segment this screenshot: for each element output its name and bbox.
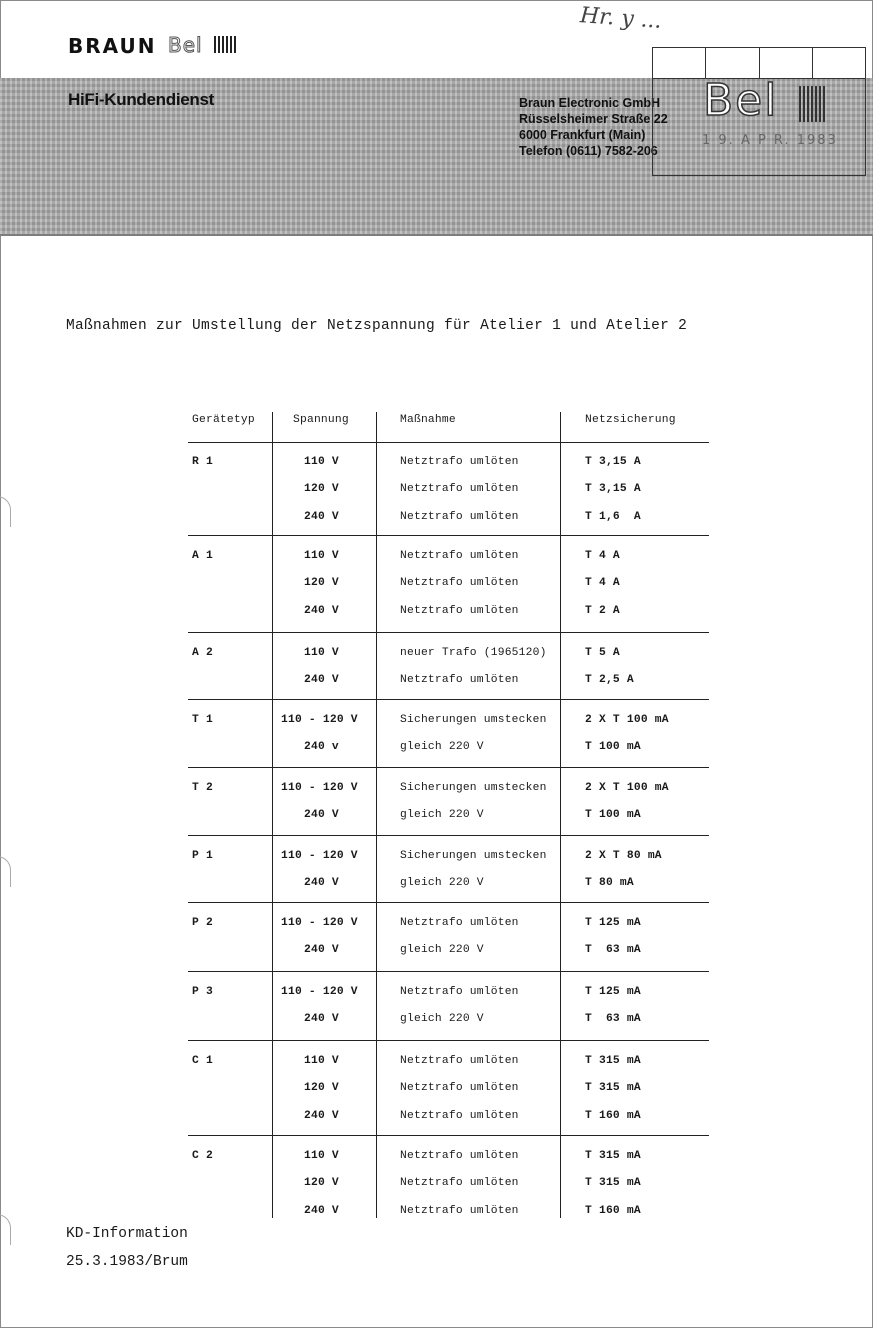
voltage-cell: 110 - 120 V: [281, 850, 358, 862]
fuse-cell: 2 X T 100 mA: [585, 714, 669, 726]
department-name: HiFi-Kundendienst: [68, 90, 214, 109]
voltage-cell: 110 - 120 V: [281, 917, 358, 929]
measure-cell: Netztrafo umlöten: [400, 510, 519, 523]
voltage-cell: 240 V: [304, 944, 339, 957]
device-type: A 2: [192, 647, 213, 659]
footer-info: KD-Information: [66, 1226, 188, 1242]
group-divider: [188, 767, 709, 768]
voltage-cell: 110 V: [304, 456, 339, 468]
voltage-cell: 240 V: [304, 1109, 339, 1122]
fuse-cell: T 63 mA: [585, 1013, 641, 1026]
measure-cell: Netztrafo umlöten: [400, 674, 519, 687]
fuse-cell: T 80 mA: [585, 877, 634, 890]
voltage-cell: 110 V: [304, 1150, 339, 1162]
voltage-cell: 240 V: [304, 604, 339, 617]
group-divider: [188, 835, 709, 836]
header-divider: [188, 442, 709, 443]
fuse-cell: T 125 mA: [585, 917, 641, 929]
measure-cell: Sicherungen umstecken: [400, 714, 547, 726]
group-divider: [188, 535, 709, 536]
measure-cell: Netztrafo umlöten: [400, 1082, 519, 1095]
device-type: P 3: [192, 986, 213, 998]
punch-mark: [0, 856, 11, 887]
measure-cell: Netztrafo umlöten: [400, 1109, 519, 1122]
device-type: C 2: [192, 1150, 213, 1162]
device-type: A 1: [192, 550, 213, 562]
stamp-barcode-icon: [799, 86, 825, 122]
voltage-cell: 110 V: [304, 647, 339, 659]
punch-mark: [0, 1214, 11, 1245]
group-divider: [188, 1040, 709, 1041]
voltage-cell: 120 V: [304, 483, 339, 496]
fuse-cell: T 100 mA: [585, 741, 641, 754]
company-address: [519, 95, 668, 159]
stamp-date: 1 9. A P R. 1983: [702, 133, 838, 148]
measure-cell: gleich 220 V: [400, 944, 484, 957]
fuse-cell: T 160 mA: [585, 1109, 641, 1122]
fuse-cell: T 5 A: [585, 647, 620, 659]
voltage-cell: 110 - 120 V: [281, 714, 358, 726]
bel-logo: Bel: [168, 33, 203, 57]
measure-cell: gleich 220 V: [400, 809, 484, 822]
measure-cell: Netztrafo umlöten: [400, 577, 519, 590]
voltage-cell: 120 V: [304, 1177, 339, 1190]
measure-cell: Netztrafo umlöten: [400, 604, 519, 617]
measure-cell: Netztrafo umlöten: [400, 1150, 519, 1162]
stamp-logo: Bel: [703, 75, 779, 126]
fuse-cell: T 2,5 A: [585, 674, 634, 687]
fuse-cell: T 125 mA: [585, 986, 641, 998]
voltage-cell: 110 - 120 V: [281, 782, 358, 794]
voltage-cell: 240 V: [304, 510, 339, 523]
voltage-cell: 240 V: [304, 809, 339, 822]
group-divider: [188, 1135, 709, 1136]
device-type: T 2: [192, 782, 213, 794]
voltage-cell: 240 V: [304, 1204, 339, 1217]
measure-cell: Netztrafo umlöten: [400, 1177, 519, 1190]
punch-mark: [0, 496, 11, 527]
fuse-cell: T 3,15 A: [585, 456, 641, 468]
column-header-type: Gerätetyp: [192, 414, 255, 426]
fuse-cell: T 100 mA: [585, 809, 641, 822]
measure-cell: Netztrafo umlöten: [400, 550, 519, 562]
measure-cell: gleich 220 V: [400, 877, 484, 890]
voltage-cell: 240 v: [304, 741, 339, 754]
measure-cell: Netztrafo umlöten: [400, 986, 519, 998]
fuse-cell: T 315 mA: [585, 1150, 641, 1162]
measure-cell: neuer Trafo (1965120): [400, 647, 547, 659]
measure-cell: Netztrafo umlöten: [400, 456, 519, 468]
fuse-cell: T 4 A: [585, 577, 620, 590]
measure-cell: Netztrafo umlöten: [400, 917, 519, 929]
fuse-cell: T 1,6 A: [585, 510, 641, 523]
address-line: Telefon (0611) 7582-206: [519, 144, 658, 158]
measure-cell: Netztrafo umlöten: [400, 1204, 519, 1217]
measure-cell: Sicherungen umstecken: [400, 850, 547, 862]
fuse-cell: T 3,15 A: [585, 483, 641, 496]
voltage-cell: 240 V: [304, 674, 339, 687]
device-type: P 1: [192, 850, 213, 862]
address-line: Rüsselsheimer Straße 22: [519, 112, 668, 126]
voltage-cell: 120 V: [304, 1082, 339, 1095]
voltage-cell: 240 V: [304, 877, 339, 890]
address-line: 6000 Frankfurt (Main): [519, 128, 646, 142]
column-divider: [272, 412, 273, 1218]
column-divider: [376, 412, 377, 1218]
group-divider: [188, 699, 709, 700]
fuse-cell: T 4 A: [585, 550, 620, 562]
fuse-cell: T 2 A: [585, 604, 620, 617]
device-type: P 2: [192, 917, 213, 929]
received-stamp: [652, 47, 866, 176]
fuse-cell: T 63 mA: [585, 944, 641, 957]
fuse-cell: 2 X T 80 mA: [585, 850, 662, 862]
voltage-cell: 110 V: [304, 550, 339, 562]
document-title: Maßnahmen zur Umstellung der Netzspannung für Atelier 1 und Atelier 2: [66, 318, 688, 334]
handwritten-note: Hr. y ...: [579, 3, 663, 34]
measure-cell: Netztrafo umlöten: [400, 483, 519, 496]
fuse-cell: T 160 mA: [585, 1204, 641, 1217]
fuse-cell: T 315 mA: [585, 1082, 641, 1095]
measure-cell: gleich 220 V: [400, 741, 484, 754]
braun-logo: BRAUN: [68, 34, 157, 58]
device-type: T 1: [192, 714, 213, 726]
device-type: R 1: [192, 456, 213, 468]
group-divider: [188, 902, 709, 903]
voltage-cell: 240 V: [304, 1013, 339, 1026]
column-divider: [560, 412, 561, 1218]
fuse-cell: 2 X T 100 mA: [585, 782, 669, 794]
column-header-measure: Maßnahme: [400, 414, 456, 426]
group-divider: [188, 632, 709, 633]
measure-cell: Netztrafo umlöten: [400, 1055, 519, 1067]
voltage-cell: 110 V: [304, 1055, 339, 1067]
column-header-fuse: Netzsicherung: [585, 414, 676, 426]
address-line: Braun Electronic GmbH: [519, 96, 660, 110]
column-header-voltage: Spannung: [293, 414, 349, 426]
group-divider: [188, 971, 709, 972]
fuse-cell: T 315 mA: [585, 1055, 641, 1067]
device-type: C 1: [192, 1055, 213, 1067]
bel-barcode-icon: [214, 36, 236, 53]
measure-cell: Sicherungen umstecken: [400, 782, 547, 794]
footer-date: 25.3.1983/Brum: [66, 1254, 188, 1270]
measure-cell: gleich 220 V: [400, 1013, 484, 1026]
voltage-cell: 110 - 120 V: [281, 986, 358, 998]
voltage-cell: 120 V: [304, 577, 339, 590]
fuse-cell: T 315 mA: [585, 1177, 641, 1190]
